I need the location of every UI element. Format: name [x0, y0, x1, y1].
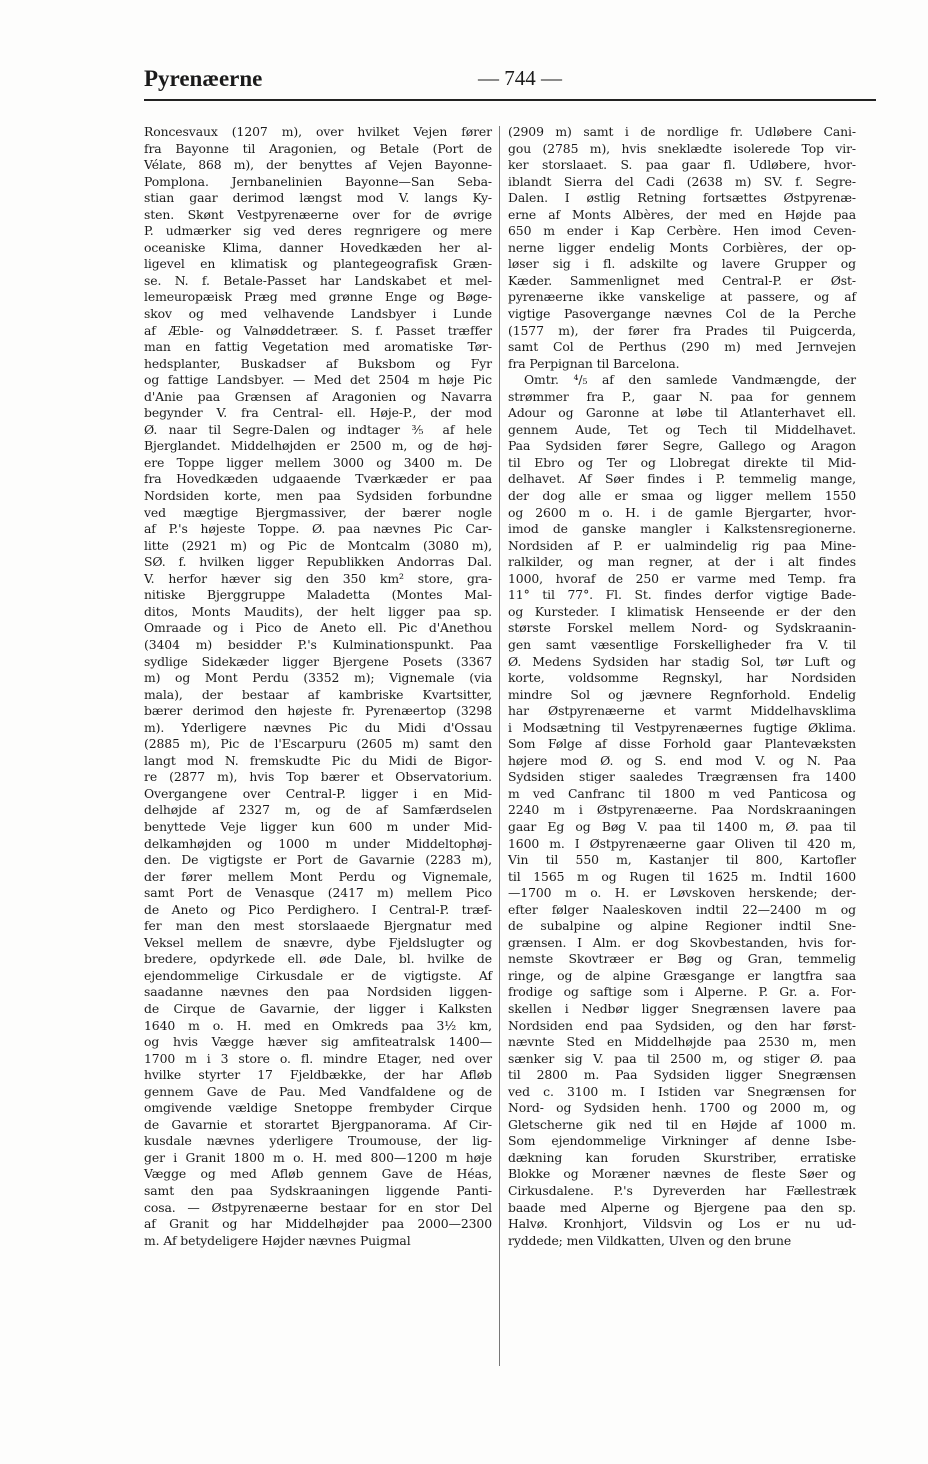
text-line: begynder V. fra Central- ell. Høje-P., der mod	[144, 405, 492, 421]
text-line: fra Hovedkæden udgaaende Tværkæder er paa	[144, 471, 492, 487]
page-number: — 744 —	[478, 66, 562, 90]
text-line: der fører mellem Mont Perdu og Vignemale,	[144, 868, 492, 884]
text-line: højere mod Ø. og S. end mod V. og N. Paa	[508, 752, 856, 768]
text-line: ger i Granit 1800 m o. H. med 800—1200 m høje	[144, 1149, 492, 1165]
text-line: sten. Skønt Vestpyrenæerne over for de øvrige	[144, 206, 492, 222]
text-line: 1000, hvoraf de 250 er varme med Temp. fra	[508, 570, 856, 586]
text-line: Veksel mellem de snævre, dybe Fjeldslugter og	[144, 934, 492, 950]
text-line: løser sig i fl. adskilte og lavere Grupper og	[508, 256, 856, 272]
text-line: stian gaar derimod længst mod V. langs Ky-	[144, 190, 492, 206]
text-line: ligevel en klimatisk og plantegeografisk Græn-	[144, 256, 492, 272]
text-line: SØ. f. hvilken ligger Republikken Andorras Dal.	[144, 554, 492, 570]
left-column	[144, 124, 492, 1249]
text-line: Ø. naar til Segre-Dalen og indtager ⅗ af hele	[144, 421, 492, 437]
text-line: Omraade og i Pico de Aneto ell. Pic d'Anethou	[144, 620, 492, 636]
text-line: saadanne nævnes den paa Nordsiden liggen-	[144, 984, 492, 1000]
text-line: (3404 m) besidder P.'s Kulminationspunkt. Paa	[144, 636, 492, 652]
right-column	[508, 124, 856, 1249]
text-line: grænsen. I Alm. er dog Skovbestanden, hvis for-	[508, 934, 856, 950]
text-line: Roncesvaux (1207 m), over hvilket Vejen fører	[144, 124, 492, 139]
text-line: 1640 m o. H. med en Omkreds paa 3½ km,	[144, 1017, 492, 1033]
text-line: Nordsiden korte, men paa Sydsiden forbundne	[144, 488, 492, 504]
text-line: erne af Monts Albères, der med en Højde paa	[508, 206, 856, 222]
text-line: af P.'s højeste Toppe. Ø. paa nævnes Pic Car-	[144, 521, 492, 537]
text-line: Dalen. I østlig Retning fortsættes Østpyrenæ-	[508, 190, 856, 206]
text-line: litte (2921 m) og Pic de Montcalm (3080 m),	[144, 537, 492, 553]
text-line: m) og Mont Perdu (3352 m); Vignemale (via	[144, 670, 492, 686]
text-line: Nord- og Sydsiden henh. 1700 og 2000 m, og	[508, 1100, 856, 1116]
text-line: re (2877 m), hvis Top bærer et Observatorium.	[144, 769, 492, 785]
text-line: og hvis Vægge hæver sig amfiteatralsk 1400—	[144, 1034, 492, 1050]
text-line: imod de ganske mangler i Kalkstensregionerne.	[508, 521, 856, 537]
text-line: (1577 m), der fører fra Prades til Puigcerda,	[508, 322, 856, 338]
text-line: Vægge og med Afløb gennem Gave de Héas,	[144, 1166, 492, 1182]
text-line: langt mod N. fremskudte Pic du Midi de Bigor-	[144, 752, 492, 768]
text-line: Nordsiden end paa Sydsiden, og den har først-	[508, 1017, 856, 1033]
text-line: Halvø. Kronhjort, Vildsvin og Los er nu ud-	[508, 1216, 856, 1232]
text-line: nerne ligger endelig Monts Corbières, der op-	[508, 239, 856, 255]
text-line: 11° til 77°. Fl. St. findes derfor vigtige Bade-	[508, 587, 856, 603]
text-line: fra Perpignan til Barcelona.	[508, 355, 680, 371]
text-line: mindre Sol og jævnere Regnforhold. Endelig	[508, 686, 856, 702]
text-line: lemeuropæisk Præg med grønne Enge og Bøge-	[144, 289, 492, 305]
text-line: —1700 m o. H. er Løvskoven herskende; der-	[508, 885, 856, 901]
text-line: Pomplona. Jernbanelinien Bayonne—San Seba-	[144, 173, 492, 189]
text-line: sydlige Sidekæder ligger Bjergene Posets (3367	[144, 653, 492, 669]
text-line: 650 m ender i Kap Cerbère. Hen imod Ceven-	[508, 223, 856, 239]
text-line: 1700 m i 3 store o. fl. mindre Etager, ned over	[144, 1050, 492, 1066]
text-line: benyttede Veje ligger kun 600 m under Mid-	[144, 818, 492, 834]
text-line: delhøjde af 2327 m, og de af Samfærdselen	[144, 802, 492, 818]
text-line: til Ebro og Ter og Llobregat direkte til Mid-	[508, 454, 856, 470]
text-line: Paa Sydsiden fører Segre, Gallego og Aragon	[508, 438, 856, 454]
column-divider	[499, 126, 500, 1366]
text-line: ditos, Monts Maudits), der helt ligger paa sp.	[144, 603, 492, 619]
text-line: hedsplanter, Buskadser af Buksbom og Fyr	[144, 355, 492, 371]
text-line: skellen i Nedbør ligger Snegrænsen lavere paa	[508, 1000, 856, 1016]
text-line: Bjerglandet. Middelhøjden er 2500 m, og de høj-	[144, 438, 492, 454]
text-line: Cirkusdalene. P.'s Dyreverden har Fællestræk	[508, 1183, 856, 1198]
text-line: Som Følge af disse Forhold gaar Plantevæksten	[508, 736, 856, 752]
text-line: til 1565 m og Rugen til 1625 m. Indtil 1600	[508, 868, 856, 884]
text-line: pyrenæerne ikke vanskelige at passere, og af	[508, 289, 856, 305]
text-line: kusdale nævnes yderligere Troumouse, der lig-	[144, 1133, 492, 1149]
text-line: Sydsiden stiger saaledes Trægrænsen fra 1400	[508, 769, 856, 785]
text-line: i Modsætning til Vestpyrenæernes fugtige Øklima.	[508, 719, 856, 735]
text-line: ved c. 3100 m. I Istiden var Snegrænsen for	[508, 1083, 856, 1099]
text-line: gennem Gave de Pau. Med Vandfaldene og de	[144, 1083, 492, 1099]
text-line: man en fattig Vegetation med aromatiske Tør-	[144, 339, 492, 355]
text-line: og Kursteder. I klimatisk Henseende er der den	[508, 603, 856, 619]
text-line: samt Port de Venasque (2417 m) mellem Pico	[144, 885, 492, 901]
text-line: 2240 m i Østpyrenæerne. Paa Nordskraaningen	[508, 802, 856, 818]
text-line: har Østpyrenæerne et varmt Middelhavsklima	[508, 703, 856, 719]
text-line: delkamhøjden og 1000 m under Middeltophøj-	[144, 835, 492, 851]
text-line: nitiske Bjerggruppe Maladetta (Montes Mal-	[144, 587, 492, 603]
text-line: gou (2785 m), hvis sneklædte isolerede Top vir-	[508, 140, 856, 156]
text-line: ere Toppe ligger mellem 3000 og 3400 m. De	[144, 454, 492, 470]
text-line: V. herfor hæver sig den 350 km² store, gra-	[144, 570, 492, 586]
text-line: m). Yderligere nævnes Pic du Midi d'Ossau	[144, 719, 492, 735]
text-line: Ø. Medens Sydsiden har stadig Sol, tør Luft og	[508, 653, 856, 669]
text-line: m. Af betydeligere Højder nævnes Puigmal	[144, 1232, 411, 1248]
text-line: største Forskel mellem Nord- og Sydskraanin-	[508, 620, 856, 636]
text-line: ejendommelige Cirkusdale er de vigtigste. Af	[144, 967, 492, 983]
text-line: efter følger Naaleskoven indtil 22—2400 m og	[508, 901, 856, 917]
text-line: gen samt væsentlige Forskelligheder fra V. til	[508, 636, 856, 652]
text-line: til 2800 m. Paa Sydsiden ligger Snegrænsen	[508, 1067, 856, 1083]
text-line: gaar Eg og Bøg V. paa til 1400 m, Ø. paa til	[508, 818, 856, 834]
text-line: hvilke styrter 17 Fjeldbække, der har Afløb	[144, 1067, 492, 1083]
text-line: ryddede; men Vildkatten, Ulven og den brune	[508, 1232, 792, 1248]
text-line: de Cirque de Gavarnie, der ligger i Kalksten	[144, 1000, 492, 1016]
text-line: og 2600 m o. H. i de gamle Bjergarter, hvor-	[508, 504, 856, 520]
text-line: de subalpine og alpine Regioner indtil Sne-	[508, 918, 856, 934]
text-line: Omtr. ⁴/₅ af den samlede Vandmængde, der	[524, 372, 856, 388]
text-line: Gletscherne gik ned til en Højde af 1000 m.	[508, 1116, 856, 1132]
text-line: sænker sig V. paa til 2500 m, og stiger Ø. paa	[508, 1050, 856, 1066]
text-line: nemste Skovtræer er Bøg og Gran, temmelig	[508, 951, 856, 967]
text-line: ralkilder, og man regner, at der i alt findes	[508, 554, 856, 570]
text-line: de Gavarnie et storartet Bjergpanorama. Af Cir-	[144, 1116, 492, 1132]
text-line: og fattige Landsbyer. — Med det 2504 m høje Pic	[144, 372, 492, 388]
text-line: 1600 m. I Østpyrenæerne gaar Oliven til 420 m,	[508, 835, 856, 851]
text-line: d'Anie paa Grænsen af Aragonien og Navarra	[144, 388, 492, 404]
text-line: cosa. — Østpyrenæerne bestaar for en stor Del	[144, 1199, 492, 1215]
text-line: af Æble- og Valnøddetræer. S. f. Passet træffer	[144, 322, 492, 338]
text-line: nævnte Sted en Middelhøjde paa 2530 m, men	[508, 1034, 856, 1050]
text-line: bærer derimod den højeste fr. Pyrenæertop (3298	[144, 703, 492, 719]
text-line: der dog alle er smaa og ligger mellem 1550	[508, 488, 856, 504]
text-line: strømmer fra P., gaar N. paa for gennem	[508, 388, 856, 404]
text-line: Kæder. Sammenlignet med Central-P. er Øst-	[508, 272, 856, 288]
text-line: Adour og Garonne at løbe til Atlanterhavet ell.	[508, 405, 856, 421]
text-line: Vélate, 868 m), der benyttes af Vejen Bayonne-	[144, 157, 492, 173]
text-line: iblandt Sierra del Cadi (2638 m) SV. f. Segre-	[508, 173, 856, 189]
text-line: bredere, opdyrkede ell. øde Dale, bl. hvilke de	[144, 951, 492, 967]
text-line: korte, voldsomme Regnskyl, har Nordsiden	[508, 670, 856, 686]
text-line: (2885 m), Pic de l'Escarpuru (2605 m) samt den	[144, 736, 492, 752]
text-line: (2909 m) samt i de nordlige fr. Udløbere Cani-	[508, 124, 856, 139]
text-line: m ved Canfranc til 1800 m ved Panticosa og	[508, 785, 856, 801]
text-line: gennem Aude, Tet og Tech til Middelhavet.	[508, 421, 856, 437]
text-line: frodige og saftige som i Alperne. P. Gr. a. For-	[508, 984, 856, 1000]
text-line: fer man den mest storslaaede Bjergnatur med	[144, 918, 492, 934]
text-line: delhavet. Af Søer findes i P. temmelig mange,	[508, 471, 856, 487]
text-line: se. N. f. Betale-Passet har Landskabet et mel-	[144, 272, 492, 288]
text-line: vigtige Pasovergange nævnes Col de la Perche	[508, 306, 856, 322]
text-line: ved mægtige Bjergmassiver, der bærer nogle	[144, 504, 492, 520]
running-title: Pyrenæerne	[144, 66, 263, 91]
text-line: fra Bayonne til Aragonien, og Betale (Port de	[144, 140, 492, 156]
text-line: omgivende vældige Snetoppe frembyder Cirque	[144, 1100, 492, 1116]
text-line: oceaniske Klima, danner Hovedkæden her al-	[144, 239, 492, 255]
text-line: Blokke og Morænеr nævnes de fleste Søer og	[508, 1166, 856, 1182]
text-line: samt Col de Perthus (290 m) med Jernvejen	[508, 339, 856, 355]
text-line: ringe, og de alpine Græsgange er langtfra saa	[508, 967, 856, 983]
text-line: Nordsiden af P. er ualmindelig rig paa Mine-	[508, 537, 856, 553]
text-line: dækning kan foruden Skurstriber, erratiske	[508, 1149, 856, 1165]
text-line: Overgangene over Central-P. ligger i en Mid-	[144, 785, 492, 801]
header-rule	[144, 99, 876, 101]
text-line: samt den paa Sydskraaningen liggende Panti-	[144, 1183, 492, 1198]
text-line: skov og med velhavende Landsbyer i Lunde	[144, 306, 492, 322]
text-line: af Granit og har Middelhøjder paa 2000—2300	[144, 1216, 492, 1232]
text-line: den. De vigtigste er Port de Gavarnie (2283 m),	[144, 852, 492, 868]
text-line: baade med Alperne og Bjergene paa den sp.	[508, 1199, 856, 1215]
text-line: P. udmærker sig ved deres regnrigere og mere	[144, 223, 492, 239]
text-line: mala), der bestaar af kambriske Kvartsitter,	[144, 686, 492, 702]
text-line: Som ejendommelige Virkninger af denne Isbe-	[508, 1133, 856, 1149]
text-line: Vin til 550 m, Kastanjer til 800, Kartofler	[508, 852, 856, 868]
text-line: ker storslaaet. S. paa gaar fl. Udløbere, hvor-	[508, 157, 856, 173]
text-line: de Aneto og Pico Perdighero. I Central-P. træf-	[144, 901, 492, 917]
